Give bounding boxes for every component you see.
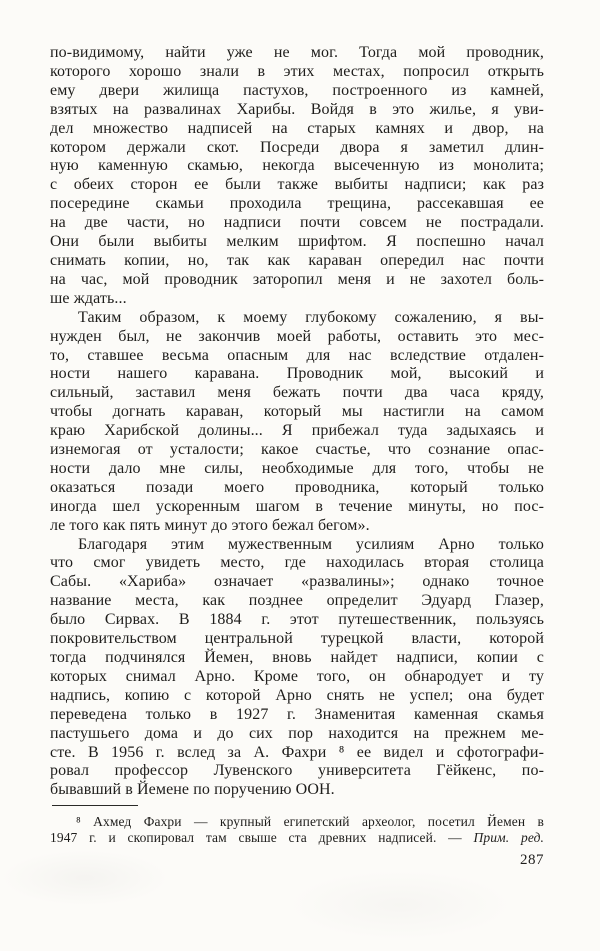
text-line: то, ставшее весьма опасным для нас вследствие отдален- <box>50 346 544 364</box>
text-line: было Сирвах. В 1884 г. этот путешественник, пользуясь <box>50 611 544 629</box>
text-line: бывавший в Йемене по поручению ООН. <box>50 781 335 799</box>
text-line: ности дало мне силы, необходимые для того, чтобы не <box>50 459 544 477</box>
text-line: Таким образом, к моему глубокому сожалению, я вы- <box>78 308 544 326</box>
footnote-editor-note: Прим. ред. <box>473 829 544 845</box>
text-line: ную каменную скамью, некогда высеченную из монолита; <box>50 157 544 175</box>
text-line: оказаться позади моего проводника, который только <box>50 478 544 496</box>
text-line: пастушьего дома и до сих пор находится на прежнем ме- <box>50 724 544 742</box>
text-line: Они были выбиты мелким шрифтом. Я поспешно начал <box>50 233 544 251</box>
footnote-line <box>50 830 544 846</box>
text-line: ше ждать... <box>50 289 127 307</box>
text-line: с обеих сторон ее были также выбиты надписи; как раз <box>50 176 544 194</box>
text-line: ровал профессор Лувенского университета Гёйкенс, по- <box>50 762 544 780</box>
text-line: иногда шел ускоренным шагом в течение минуты, но пос- <box>50 497 544 515</box>
text-line: взятых на развалинах Харибы. Войдя в это жилье, я уви- <box>50 100 544 118</box>
text-line: тогда подчинялся Йемен, вновь найдет надписи, копии с <box>50 649 544 666</box>
footnote-text: 1947 г. и скопировал там свыше ста древних надписей. — <box>50 829 474 845</box>
paragraph <box>50 309 544 536</box>
page-number: 287 <box>520 852 544 869</box>
text-line: Сабы. «Хариба» означает «развалины»; однако точное <box>50 573 544 591</box>
footnote-divider <box>52 805 138 806</box>
text-line: что смог увидеть место, где находилась вторая столица <box>50 554 544 572</box>
text-column <box>50 44 544 869</box>
footnote <box>50 805 544 845</box>
text-line: по-видимому, найти уже не мог. Тогда мой проводник, <box>50 44 544 61</box>
text-line: краю Харибской долины... Я прибежал туда задыхаясь и <box>50 422 544 440</box>
text-line: сте. В 1956 г. вслед за А. Фахри ⁸ ее видел и сфотографи- <box>50 743 544 761</box>
text-line: надпись, копию с которой Арно снять не успел; она будет <box>50 686 544 704</box>
text-line: ле того как пять минут до этого бежал бегом». <box>50 516 370 534</box>
footnote-line: ⁸ Ахмед Фахри — крупный египетский археолог, посетил Йемен в <box>76 814 544 830</box>
text-line: нужден был, не закончив моей работы, оставить это мес- <box>50 327 544 345</box>
text-line: снимать копии, но, так как караван опередил нас почти <box>50 251 544 269</box>
text-line: переведена только в 1927 г. Знаменитая каменная скамья <box>50 705 544 723</box>
text-line: посередине скамьи проходила трещина, рассекавшая ее <box>50 195 544 213</box>
text-line: покровительством центральной турецкой власти, которой <box>50 630 544 648</box>
text-line: на две части, но надписи почти совсем не пострадали. <box>50 214 544 232</box>
text-line: чтобы догнать караван, который мы настигли на самом <box>50 403 544 421</box>
paragraph <box>50 536 544 801</box>
text-line: которого хорошо знали в этих местах, попросил открыть <box>50 62 544 80</box>
text-line: на час, мой проводник заторопил меня и не захотел боль- <box>50 270 544 288</box>
text-line: которых снимал Арно. Кроме того, он обнародует и ту <box>50 667 544 685</box>
text-line: ему двери жилища пастухов, построенного из камней, <box>50 81 544 99</box>
text-line: изнемогая от усталости; какое счастье, что сознание опас- <box>50 441 544 459</box>
text-line: сильный, заставил меня бежать почти два часа кряду, <box>50 384 544 402</box>
text-line: Благодаря этим мужественным усилиям Арно только <box>78 535 544 553</box>
text-line: дел множество надписей на старых камнях и двор, на <box>50 119 544 137</box>
text-line: ности нашего каравана. Проводник мой, высокий и <box>50 365 544 383</box>
text-line: котором держали скот. Посреди двора я заметил длин- <box>50 138 544 156</box>
text-line: название места, как позднее определит Эдуард Глазер, <box>50 592 544 610</box>
paragraph <box>50 44 544 309</box>
